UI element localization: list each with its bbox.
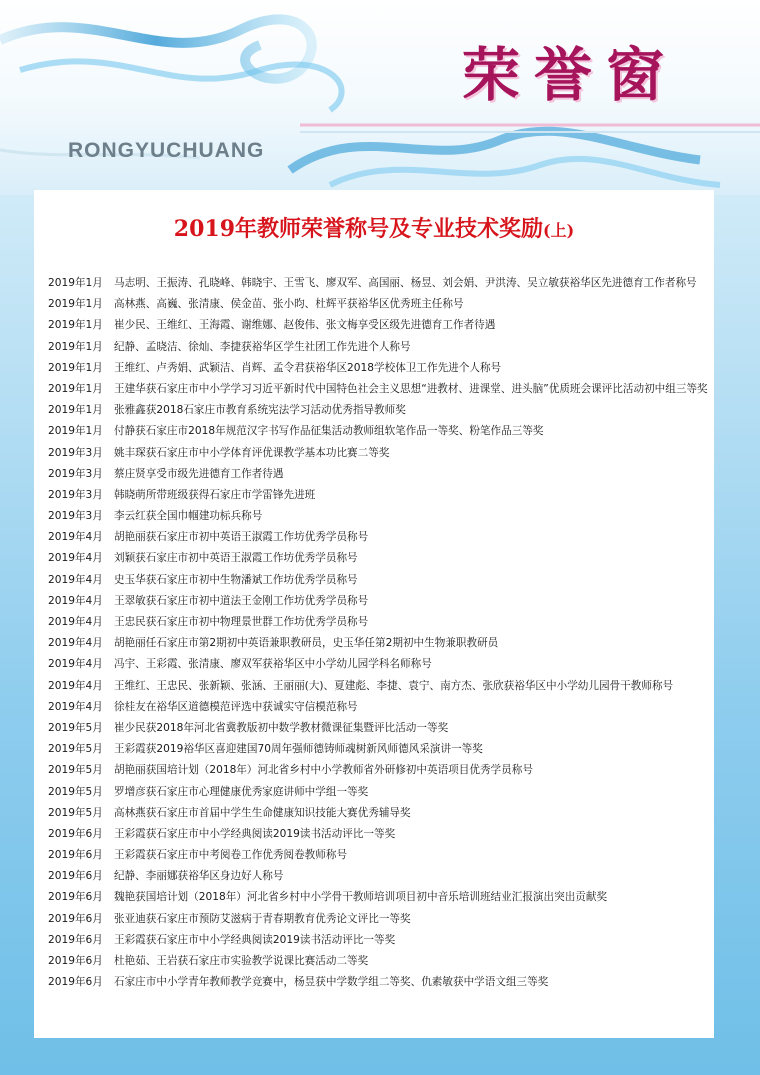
award-text: 李云红获全国巾帼建功标兵称号 [114,510,263,523]
award-entry [48,486,708,504]
award-date: 2019年1月 [48,361,103,374]
award-entry [48,698,708,716]
award-text: 杜艳茹、王岩获石家庄市实验教学说课比赛活动二等奖 [114,955,369,967]
award-entry [48,549,708,567]
award-entry [48,295,708,313]
award-entry [48,973,708,991]
award-text: 王翠敏获石家庄市初中道法王金刚工作坊优秀学员称号 [114,594,369,607]
award-date: 2019年5月 [48,785,103,798]
award-date: 2019年6月 [48,849,103,862]
award-text: 蔡庄贤享受市级先进德育工作者待遇 [114,467,284,480]
award-text: 纪静、李丽娜获裕华区身边好人称号 [114,870,284,883]
award-date: 2019年3月 [48,446,103,459]
award-entry [48,931,708,949]
award-date: 2019年6月 [48,933,103,946]
award-entry [48,677,708,695]
header-banner [0,0,760,195]
award-date: 2019年4月 [48,616,103,628]
award-date: 2019年5月 [48,806,103,819]
award-list [48,274,708,994]
award-entry [48,528,708,546]
award-entry [48,867,708,885]
award-text: 冯宇、王彩霞、张清康、廖双军获裕华区中小学幼儿园学科名师称号 [114,658,432,671]
award-text: 胡艳丽获石家庄市初中英语王淑霞工作坊优秀学员称号 [114,531,369,544]
award-text: 王彩霞获石家庄市中小学经典阅读2019读书活动评比一等奖 [114,827,396,840]
award-text: 刘颖获石家庄市初中英语王淑霞工作坊优秀学员称号 [114,552,358,565]
award-date: 2019年4月 [48,658,103,671]
award-date: 2019年4月 [48,637,103,650]
award-text: 姚丰琛获石家庄市中小学体育评优课教学基本功比赛二等奖 [114,446,390,459]
award-entry [48,316,708,334]
brand-title: 荣誉窗 [462,41,679,109]
award-date: 2019年5月 [48,764,103,777]
award-text: 胡艳丽任石家庄市第2期初中英语兼职教研员，史玉华任第2期初中生物兼职教研员 [114,637,499,650]
document-title-main: 2019年教师荣誉称号及专业技术奖励 [173,216,544,242]
award-entry [48,846,708,864]
award-entry [48,910,708,928]
award-text: 崔少民、王维红、王海霞、谢维娜、赵俊伟、张文梅享受区级先进德育工作者待遇 [114,319,496,332]
award-date: 2019年4月 [48,679,103,692]
award-entry [48,888,708,906]
award-text: 韩晓萌所带班级获得石家庄市学雷锋先进班 [114,488,316,501]
award-date: 2019年6月 [48,976,103,989]
award-entry [48,740,708,758]
award-date: 2019年1月 [48,319,103,332]
award-entry [48,804,708,822]
award-date: 2019年4月 [48,700,103,713]
award-entry [48,444,708,462]
award-entry [48,952,708,970]
award-date: 2019年5月 [48,721,103,734]
award-text: 史玉华获石家庄市初中生物潘斌工作坊优秀学员称号 [114,573,358,586]
award-date: 2019年3月 [48,510,103,523]
award-entry [48,571,708,589]
award-text: 高林燕获石家庄市首届中学生生命健康知识技能大赛优秀辅导奖 [114,806,411,819]
award-date: 2019年4月 [48,573,103,586]
award-text: 石家庄市中小学青年教师教学竞赛中，杨昱获中学数学组二等奖、仇素敏获中学语文组三等奖 [114,976,549,989]
document-title-part: (上) [543,221,575,240]
award-text: 张雅鑫获2018石家庄市教育系统宪法学习活动优秀指导教师奖 [114,404,406,417]
award-entry [48,825,708,843]
award-date: 2019年6月 [48,891,103,904]
award-date: 2019年1月 [48,298,103,311]
award-text: 付静获石家庄市2018年规范汉字书写作品征集活动教师组软笔作品一等奖、粉笔作品三等奖 [114,425,544,438]
award-date: 2019年4月 [48,552,103,565]
award-entry [48,380,708,398]
content-panel [34,190,714,1038]
award-date: 2019年3月 [48,488,103,501]
award-entry [48,719,708,737]
document-title [34,212,714,243]
brand-subtitle: RONGYUCHUANG [68,139,265,162]
award-text: 王彩霞获2019裕华区喜迎建国70周年强师德铸师魂树新风师德风采演讲一等奖 [114,743,483,756]
award-text: 马志明、王振涛、孔晓峰、韩晓宇、王雪飞、廖双军、高国丽、杨昱、刘会娟、尹洪涛、吴立敏获裕华区先进德育工作者称号 [114,277,697,289]
award-text: 王彩霞获石家庄市中小学经典阅读2019读书活动评比一等奖 [114,933,396,946]
award-date: 2019年4月 [48,594,103,607]
award-date: 2019年6月 [48,827,103,840]
award-entry [48,655,708,673]
award-date: 2019年1月 [48,340,103,353]
award-date: 2019年5月 [48,743,103,756]
award-date: 2019年6月 [48,955,103,967]
award-entry [48,761,708,779]
award-text: 王建华获石家庄市中小学学习习近平新时代中国特色社会主义思想“进教材、进课堂、进头脑”优质班会课评比活动初中组三等奖 [114,382,708,395]
award-text: 魏艳获国培计划（2018年）河北省乡村中小学骨干教师培训项目初中音乐培训班结业汇报演出突出贡献奖 [114,891,608,904]
award-text: 王维红、王忠民、张新颖、张涵、王丽丽(大)、夏建彪、李捷、袁宁、南方杰、张欣获裕华区中小学幼儿园骨干教师称号 [114,679,674,692]
award-text: 王忠民获石家庄市初中物理景世群工作坊优秀学员称号 [114,616,369,628]
award-entry [48,592,708,610]
award-text: 徐桂友在裕华区道德模范评选中获诚实守信模范称号 [114,700,358,713]
award-text: 胡艳丽获国培计划（2018年）河北省乡村中小学教师省外研修初中英语项目优秀学员称号 [114,764,533,777]
award-date: 2019年1月 [48,425,103,438]
award-entry [48,401,708,419]
award-entry [48,274,708,292]
award-entry [48,613,708,631]
award-entry [48,507,708,525]
award-entry [48,359,708,377]
award-date: 2019年1月 [48,277,103,289]
award-date: 2019年6月 [48,870,103,883]
award-date: 2019年1月 [48,404,103,417]
award-text: 纪静、孟晓洁、徐灿、李捷获裕华区学生社团工作先进个人称号 [114,340,411,353]
award-text: 高林燕、高巍、张清康、侯金苗、张小昀、杜辉平获裕华区优秀班主任称号 [114,298,464,311]
award-date: 2019年3月 [48,467,103,480]
award-text: 崔少民获2018年河北省冀教版初中数学教材微课征集暨评比活动一等奖 [114,721,449,734]
award-entry [48,465,708,483]
award-text: 罗增彦获石家庄市心理健康优秀家庭讲师中学组一等奖 [114,785,369,798]
award-entry [48,338,708,356]
award-text: 王彩霞获石家庄市中考阅卷工作优秀阅卷教师称号 [114,849,348,862]
award-date: 2019年4月 [48,531,103,544]
award-entry [48,634,708,652]
award-date: 2019年1月 [48,382,103,395]
award-text: 张亚迪获石家庄市预防艾滋病于青春期教育优秀论文评比一等奖 [114,912,411,925]
award-entry [48,783,708,801]
award-date: 2019年6月 [48,912,103,925]
award-text: 王维红、卢秀娟、武颖洁、肖辉、孟令君获裕华区2018学校体卫工作先进个人称号 [114,361,502,374]
award-entry [48,422,708,440]
